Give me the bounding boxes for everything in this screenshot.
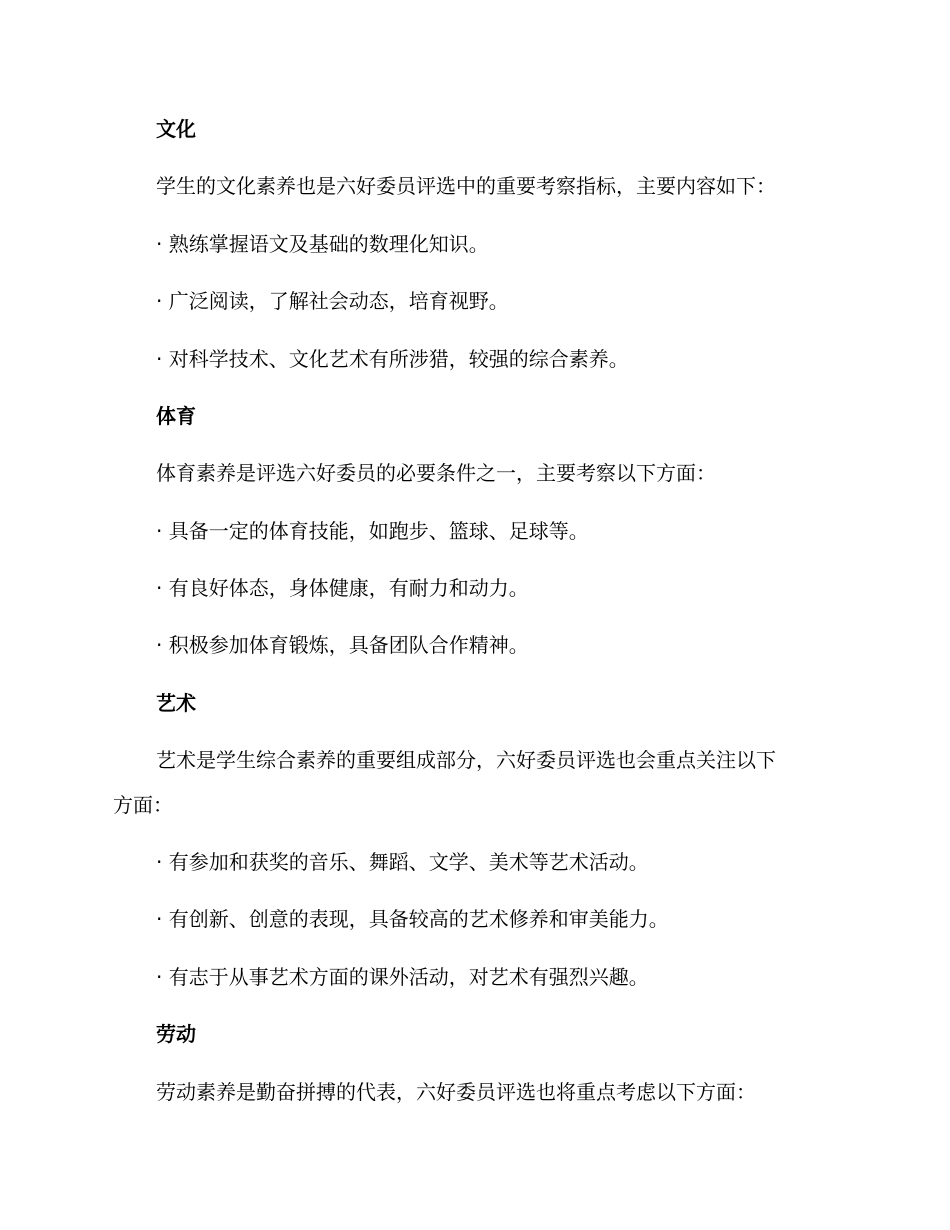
bullet-item: · 有志于从事艺术方面的课外活动，对艺术有强烈兴趣。 [156, 965, 649, 989]
section-intro-arts-line2: 方面： [113, 793, 173, 817]
bullet-item: · 积极参加体育锻炼，具备团队合作精神。 [156, 633, 529, 657]
bullet-item: · 有参加和获奖的音乐、舞蹈、文学、美术等艺术活动。 [156, 850, 649, 874]
bullet-item: · 熟练掌握语文及基础的数理化知识。 [156, 232, 489, 256]
bullet-item: · 有创新、创意的表现，具备较高的艺术修养和审美能力。 [156, 907, 669, 931]
section-intro-labor: 劳动素养是勤奋拼搏的代表，六好委员评选也将重点考虑以下方面： [156, 1080, 756, 1104]
section-intro-culture: 学生的文化素养也是六好委员评选中的重要考察指标，主要内容如下： [156, 174, 776, 198]
section-intro-arts-line1: 艺术是学生综合素养的重要组成部分，六好委员评选也会重点关注以下 [156, 748, 776, 772]
section-intro-sports: 体育素养是评选六好委员的必要条件之一，主要考察以下方面： [156, 461, 716, 485]
section-heading-sports: 体育 [156, 404, 196, 428]
bullet-item: · 广泛阅读，了解社会动态，培育视野。 [156, 289, 509, 313]
bullet-item: · 对科学技术、文化艺术有所涉猎，较强的综合素养。 [156, 347, 629, 371]
section-heading-arts: 艺术 [156, 691, 196, 715]
section-heading-labor: 劳动 [156, 1022, 196, 1046]
section-heading-culture: 文化 [156, 117, 196, 141]
bullet-item: · 有良好体态，身体健康，有耐力和动力。 [156, 576, 529, 600]
bullet-item: · 具备一定的体育技能，如跑步、篮球、足球等。 [156, 519, 589, 543]
